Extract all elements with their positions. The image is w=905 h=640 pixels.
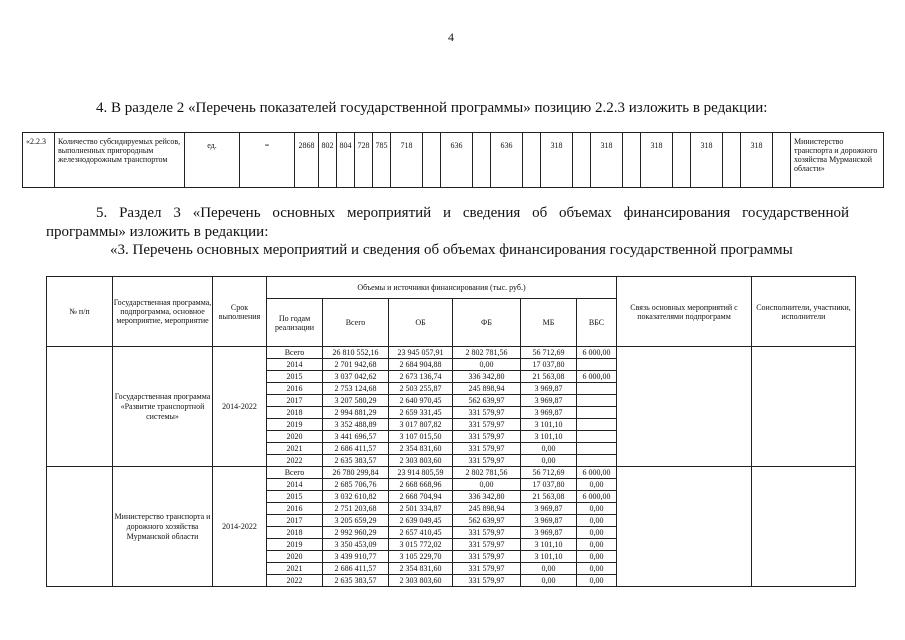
mb-cell: 21 563,08 — [521, 491, 577, 503]
year-cell: Всего — [267, 467, 323, 479]
ob-cell: 2 303 803,60 — [389, 455, 453, 467]
year-cell: 2016 — [267, 383, 323, 395]
table-row — [47, 347, 856, 359]
ob-cell: 2 640 970,45 — [389, 395, 453, 407]
indicator-value — [773, 133, 791, 188]
program-name: Государственная программа «Развитие транспортной системы» — [113, 347, 213, 467]
header-by-year: По годам реализации — [267, 299, 323, 347]
ob-cell: 2 668 704,94 — [389, 491, 453, 503]
ob-cell: 2 354 831,60 — [389, 563, 453, 575]
link-cell — [617, 347, 752, 467]
indicator-value: 804 — [337, 133, 355, 188]
mb-cell: 3 101,10 — [521, 551, 577, 563]
financing-table — [46, 276, 856, 587]
fb-cell: 336 342,80 — [453, 491, 521, 503]
vbs-cell: 0,00 — [577, 551, 617, 563]
indicator-unit: ед. — [185, 133, 240, 188]
paragraph-5-line-2: программы» изложить в редакции: — [46, 224, 269, 240]
indicator-value — [423, 133, 441, 188]
ob-cell: 23 914 805,59 — [389, 467, 453, 479]
year-cell: 2022 — [267, 575, 323, 587]
indicator-value — [573, 133, 591, 188]
year-cell: 2015 — [267, 491, 323, 503]
fb-cell: 331 579,97 — [453, 455, 521, 467]
vbs-cell — [577, 407, 617, 419]
link-cell — [617, 467, 752, 587]
fb-cell: 2 802 781,56 — [453, 347, 521, 359]
total-cell: 3 032 610,82 — [323, 491, 389, 503]
fb-cell: 331 579,97 — [453, 551, 521, 563]
row-num-cell — [47, 347, 113, 467]
program-term: 2014-2022 — [213, 347, 267, 467]
year-cell: 2017 — [267, 515, 323, 527]
ob-cell: 3 107 015,50 — [389, 431, 453, 443]
indicator-value — [473, 133, 491, 188]
mb-cell: 3 101,10 — [521, 431, 577, 443]
total-cell: 2 686 411,57 — [323, 443, 389, 455]
vbs-cell: 0,00 — [577, 503, 617, 515]
fb-cell: 331 579,97 — [453, 431, 521, 443]
indicator-value: 728 — [355, 133, 373, 188]
indicator-value: 318 — [741, 133, 773, 188]
fb-cell: 331 579,97 — [453, 575, 521, 587]
header-fb: ФБ — [453, 299, 521, 347]
header-total: Всего — [323, 299, 389, 347]
ob-cell: 23 945 057,91 — [389, 347, 453, 359]
vbs-cell: 6 000,00 — [577, 371, 617, 383]
total-cell: 2 753 124,68 — [323, 383, 389, 395]
header-num: № п/п — [47, 277, 113, 347]
vbs-cell — [577, 359, 617, 371]
indicator-value: 318 — [691, 133, 723, 188]
executors-cell — [752, 347, 856, 467]
year-cell: Всего — [267, 347, 323, 359]
year-cell: 2019 — [267, 419, 323, 431]
mb-cell: 3 969,87 — [521, 527, 577, 539]
total-cell: 2 992 960,29 — [323, 527, 389, 539]
year-cell: 2022 — [267, 455, 323, 467]
fb-cell: 331 579,97 — [453, 443, 521, 455]
fb-cell: 245 898,94 — [453, 383, 521, 395]
ob-cell: 2 501 334,87 — [389, 503, 453, 515]
vbs-cell — [577, 455, 617, 467]
ob-cell: 2 639 049,45 — [389, 515, 453, 527]
fb-cell: 562 639,97 — [453, 515, 521, 527]
mb-cell: 56 712,69 — [521, 347, 577, 359]
ob-cell: 3 017 807,82 — [389, 419, 453, 431]
year-cell: 2016 — [267, 503, 323, 515]
ob-cell: 2 684 904,88 — [389, 359, 453, 371]
mb-cell: 3 101,10 — [521, 539, 577, 551]
table-row — [47, 467, 856, 479]
header-volumes: Объемы и источники финансирования (тыс. руб.) — [267, 277, 617, 299]
row-num-cell — [47, 467, 113, 587]
indicator-value: 318 — [641, 133, 673, 188]
total-cell: 2 635 383,57 — [323, 455, 389, 467]
ob-cell: 2 668 668,96 — [389, 479, 453, 491]
ob-cell: 2 657 410,45 — [389, 527, 453, 539]
year-cell: 2021 — [267, 563, 323, 575]
mb-cell: 0,00 — [521, 563, 577, 575]
fb-cell: 0,00 — [453, 479, 521, 491]
mb-cell: 0,00 — [521, 455, 577, 467]
indicator-value: 636 — [491, 133, 523, 188]
indicator-responsible: Министерство транспорта и дорожного хозяйства Мурманской области» — [791, 133, 884, 188]
vbs-cell — [577, 443, 617, 455]
year-cell: 2021 — [267, 443, 323, 455]
fb-cell: 331 579,97 — [453, 407, 521, 419]
fb-cell: 336 342,80 — [453, 371, 521, 383]
indicator-value — [623, 133, 641, 188]
ob-cell: 2 503 255,87 — [389, 383, 453, 395]
year-cell: 2017 — [267, 395, 323, 407]
header-term: Срок выполнения — [213, 277, 267, 347]
year-cell: 2020 — [267, 431, 323, 443]
total-cell: 2 685 706,76 — [323, 479, 389, 491]
vbs-cell: 6 000,00 — [577, 491, 617, 503]
header-executors: Соисполнители, участники, исполнители — [752, 277, 856, 347]
indicator-code: «2.2.3 — [23, 133, 55, 188]
vbs-cell — [577, 431, 617, 443]
indicator-table — [22, 132, 884, 188]
year-cell: 2018 — [267, 527, 323, 539]
ob-cell: 2 354 831,60 — [389, 443, 453, 455]
mb-cell: 17 037,80 — [521, 359, 577, 371]
mb-cell: 0,00 — [521, 575, 577, 587]
indicator-row-2-2-3 — [23, 133, 884, 188]
header-link: Связь основных мероприятий с показателями подпрограмм — [617, 277, 752, 347]
indicator-value: 636 — [441, 133, 473, 188]
total-cell: 3 205 659,29 — [323, 515, 389, 527]
vbs-cell: 0,00 — [577, 539, 617, 551]
vbs-cell: 0,00 — [577, 515, 617, 527]
total-cell: 3 207 580,29 — [323, 395, 389, 407]
total-cell: 2 701 942,68 — [323, 359, 389, 371]
indicator-value — [523, 133, 541, 188]
fb-cell: 245 898,94 — [453, 503, 521, 515]
indicator-value — [723, 133, 741, 188]
fb-cell: 331 579,97 — [453, 527, 521, 539]
indicator-value: 785 — [373, 133, 391, 188]
total-cell: 3 037 042,62 — [323, 371, 389, 383]
fb-cell: 331 579,97 — [453, 539, 521, 551]
year-cell: 2014 — [267, 359, 323, 371]
fb-cell: 562 639,97 — [453, 395, 521, 407]
indicator-value: 718 — [391, 133, 423, 188]
mb-cell: 0,00 — [521, 443, 577, 455]
indicator-name: Количество субсидируемых рейсов, выполненных пригородным железнодорожным транспортом — [55, 133, 185, 188]
ob-cell: 2 659 331,45 — [389, 407, 453, 419]
mb-cell: 3 969,87 — [521, 395, 577, 407]
mb-cell: 17 037,80 — [521, 479, 577, 491]
ob-cell: 3 105 229,70 — [389, 551, 453, 563]
total-cell: 3 350 453,09 — [323, 539, 389, 551]
header-mb: МБ — [521, 299, 577, 347]
mb-cell: 3 969,87 — [521, 383, 577, 395]
vbs-cell — [577, 419, 617, 431]
header-program: Государственная программа, подпрограмма, основное мероприятие, мероприятие — [113, 277, 213, 347]
indicator-value: 2868 — [295, 133, 319, 188]
mb-cell: 3 101,10 — [521, 419, 577, 431]
year-cell: 2015 — [267, 371, 323, 383]
header-ob: ОБ — [389, 299, 453, 347]
fb-cell: 331 579,97 — [453, 419, 521, 431]
vbs-cell: 0,00 — [577, 479, 617, 491]
paragraph-5-line-1: 5. Раздел 3 «Перечень основных мероприятий и сведения об объемах финансирования государственной — [96, 205, 849, 221]
indicator-value: 802 — [319, 133, 337, 188]
total-cell: 2 994 881,29 — [323, 407, 389, 419]
year-cell: 2018 — [267, 407, 323, 419]
indicator-value: 318 — [541, 133, 573, 188]
mb-cell: 21 563,08 — [521, 371, 577, 383]
total-cell: 3 441 696,57 — [323, 431, 389, 443]
indicator-value — [673, 133, 691, 188]
executors-cell — [752, 467, 856, 587]
paragraph-5-line-3: «3. Перечень основных мероприятий и сведения об объемах финансирования государственной программы — [110, 242, 793, 258]
financing-table-body — [47, 347, 856, 587]
vbs-cell: 0,00 — [577, 563, 617, 575]
total-cell: 2 686 411,57 — [323, 563, 389, 575]
mb-cell: 3 969,87 — [521, 503, 577, 515]
year-cell: 2019 — [267, 539, 323, 551]
ob-cell: 2 673 136,74 — [389, 371, 453, 383]
year-cell: 2020 — [267, 551, 323, 563]
indicator-value: 318 — [591, 133, 623, 188]
vbs-cell — [577, 395, 617, 407]
fb-cell: 331 579,97 — [453, 563, 521, 575]
program-term: 2014-2022 — [213, 467, 267, 587]
vbs-cell — [577, 383, 617, 395]
total-cell: 2 751 203,68 — [323, 503, 389, 515]
page-number: 4 — [448, 30, 454, 44]
total-cell: 26 810 552,16 — [323, 347, 389, 359]
total-cell: 26 780 299,84 — [323, 467, 389, 479]
ob-cell: 3 015 772,02 — [389, 539, 453, 551]
mb-cell: 3 969,87 — [521, 515, 577, 527]
mb-cell: 3 969,87 — [521, 407, 577, 419]
total-cell: 2 635 383,57 — [323, 575, 389, 587]
vbs-cell: 6 000,00 — [577, 467, 617, 479]
indicator-sign: = — [240, 133, 295, 188]
mb-cell: 56 712,69 — [521, 467, 577, 479]
year-cell: 2014 — [267, 479, 323, 491]
fb-cell: 2 802 781,56 — [453, 467, 521, 479]
ob-cell: 2 303 803,60 — [389, 575, 453, 587]
total-cell: 3 352 488,89 — [323, 419, 389, 431]
vbs-cell: 6 000,00 — [577, 347, 617, 359]
vbs-cell: 0,00 — [577, 575, 617, 587]
total-cell: 3 439 910,77 — [323, 551, 389, 563]
program-name: Министерство транспорта и дорожного хозяйства Мурманской области — [113, 467, 213, 587]
paragraph-4: 4. В разделе 2 «Перечень показателей государственной программы» позицию 2.2.3 изложить в редакции: — [96, 100, 768, 116]
fb-cell: 0,00 — [453, 359, 521, 371]
vbs-cell: 0,00 — [577, 527, 617, 539]
header-vbs: ВБС — [577, 299, 617, 347]
